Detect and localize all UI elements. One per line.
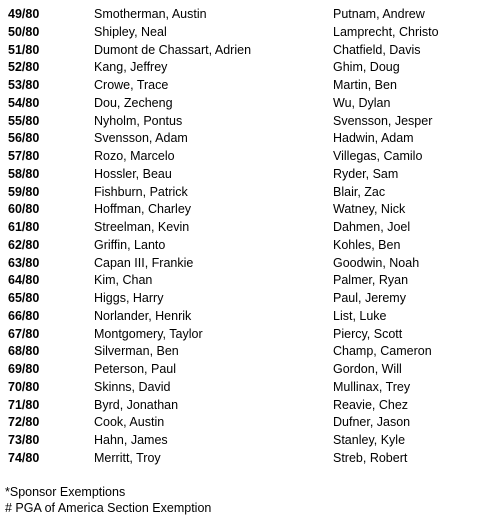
position-label: 62/80 — [8, 237, 40, 252]
player-one-name: Smotherman, Austin — [94, 7, 207, 21]
player-one-name: Hahn, James — [94, 433, 168, 447]
player-two-name: Dufner, Jason — [333, 415, 411, 430]
player-one-name: Norlander, Henrik — [94, 308, 192, 323]
player-one-name: Montgomery, Taylor — [94, 326, 203, 341]
list-item — [0, 24, 482, 42]
position-label: 55/80 — [8, 113, 40, 128]
player-two-name: Mullinax, Trey — [333, 379, 411, 394]
player-two-name: Svensson, Jesper — [333, 113, 433, 128]
list-item — [0, 237, 482, 255]
list-item — [0, 290, 482, 308]
list-item — [0, 414, 482, 432]
player-two-name: Watney, Nick — [333, 202, 406, 217]
position-label: 54/80 — [8, 95, 40, 110]
player-one-name: Kang, Jeffrey — [94, 60, 168, 75]
position-label: 49/80 — [8, 7, 40, 21]
list-item — [0, 219, 482, 237]
list-item — [0, 272, 482, 290]
list-item — [0, 59, 482, 77]
player-one-name: Peterson, Paul — [94, 362, 176, 376]
player-one-name: Hoffman, Charley — [94, 202, 192, 217]
position-label: 52/80 — [8, 60, 40, 75]
list-item — [0, 95, 482, 113]
player-one-name: Higgs, Harry — [94, 291, 164, 305]
position-label: 56/80 — [8, 131, 40, 146]
player-one-name: Griffin, Lanto — [94, 237, 166, 252]
player-two-name: Dahmen, Joel — [333, 220, 411, 234]
position-label: 57/80 — [8, 149, 40, 163]
list-item — [0, 184, 482, 202]
position-label: 53/80 — [8, 78, 40, 92]
pga-section-exemption-note: # PGA of America Section Exemption — [5, 501, 212, 515]
position-label: 59/80 — [8, 184, 40, 199]
player-one-name: Svensson, Adam — [94, 131, 188, 146]
position-label: 72/80 — [8, 415, 40, 430]
player-two-name: List, Luke — [333, 308, 387, 323]
position-label: 69/80 — [8, 362, 40, 376]
player-one-name: Nyholm, Pontus — [94, 113, 183, 128]
position-label: 67/80 — [8, 326, 40, 341]
player-one-name: Fishburn, Patrick — [94, 184, 188, 199]
player-two-name: Martin, Ben — [333, 78, 397, 92]
list-item — [0, 201, 482, 219]
list-item — [0, 308, 482, 326]
position-label: 61/80 — [8, 220, 40, 234]
list-item — [0, 166, 482, 184]
pairings-list — [0, 6, 482, 468]
player-one-name: Cook, Austin — [94, 415, 165, 430]
player-one-name: Kim, Chan — [94, 273, 153, 288]
player-one-name: Rozo, Marcelo — [94, 149, 175, 163]
position-label: 64/80 — [8, 273, 40, 288]
position-label: 65/80 — [8, 291, 40, 305]
sponsor-exemptions-note: *Sponsor Exemptions — [5, 485, 126, 499]
position-label: 70/80 — [8, 379, 40, 394]
player-one-name: Hossler, Beau — [94, 166, 172, 181]
position-label: 71/80 — [8, 397, 40, 412]
player-two-name: Kohles, Ben — [333, 237, 401, 252]
list-item — [0, 397, 482, 415]
player-two-name: Ghim, Doug — [333, 60, 400, 75]
player-two-name: Goodwin, Noah — [333, 255, 420, 270]
player-two-name: Lamprecht, Christo — [333, 24, 439, 39]
player-one-name: Capan III, Frankie — [94, 255, 194, 270]
player-two-name: Reavie, Chez — [333, 397, 409, 412]
player-one-name: Streelman, Kevin — [94, 220, 190, 234]
list-item — [0, 255, 482, 273]
list-item — [0, 450, 482, 468]
player-one-name: Crowe, Trace — [94, 78, 169, 92]
list-item — [0, 343, 482, 361]
player-one-name: Dou, Zecheng — [94, 95, 173, 110]
player-one-name: Shipley, Neal — [94, 24, 167, 39]
player-two-name: Putnam, Andrew — [333, 7, 425, 21]
list-item — [0, 148, 482, 166]
position-label: 74/80 — [8, 450, 40, 465]
list-item — [0, 6, 482, 24]
position-label: 50/80 — [8, 24, 40, 39]
list-item — [0, 432, 482, 450]
footnotes — [5, 484, 211, 516]
list-item — [0, 113, 482, 131]
player-two-name: Villegas, Camilo — [333, 149, 423, 163]
position-label: 63/80 — [8, 255, 40, 270]
player-two-name: Blair, Zac — [333, 184, 386, 199]
player-two-name: Piercy, Scott — [333, 326, 403, 341]
player-one-name: Merritt, Troy — [94, 450, 161, 465]
player-two-name: Champ, Cameron — [333, 344, 432, 359]
position-label: 60/80 — [8, 202, 40, 217]
list-item — [0, 361, 482, 379]
player-two-name: Ryder, Sam — [333, 166, 399, 181]
player-two-name: Palmer, Ryan — [333, 273, 409, 288]
player-two-name: Stanley, Kyle — [333, 433, 406, 447]
player-one-name: Byrd, Jonathan — [94, 397, 179, 412]
player-two-name: Hadwin, Adam — [333, 131, 414, 146]
position-label: 68/80 — [8, 344, 40, 359]
player-two-name: Wu, Dylan — [333, 95, 391, 110]
list-item — [0, 77, 482, 95]
list-item — [0, 130, 482, 148]
position-label: 73/80 — [8, 433, 40, 447]
list-item — [0, 42, 482, 60]
list-item — [0, 326, 482, 344]
player-one-name: Dumont de Chassart, Adrien — [94, 42, 252, 57]
player-two-name: Paul, Jeremy — [333, 291, 406, 305]
player-two-name: Streb, Robert — [333, 450, 408, 465]
position-label: 58/80 — [8, 166, 40, 181]
player-one-name: Skinns, David — [94, 379, 171, 394]
player-two-name: Gordon, Will — [333, 362, 402, 376]
position-label: 51/80 — [8, 42, 40, 57]
player-two-name: Chatfield, Davis — [333, 42, 421, 57]
player-one-name: Silverman, Ben — [94, 344, 179, 359]
position-label: 66/80 — [8, 308, 40, 323]
list-item — [0, 379, 482, 397]
